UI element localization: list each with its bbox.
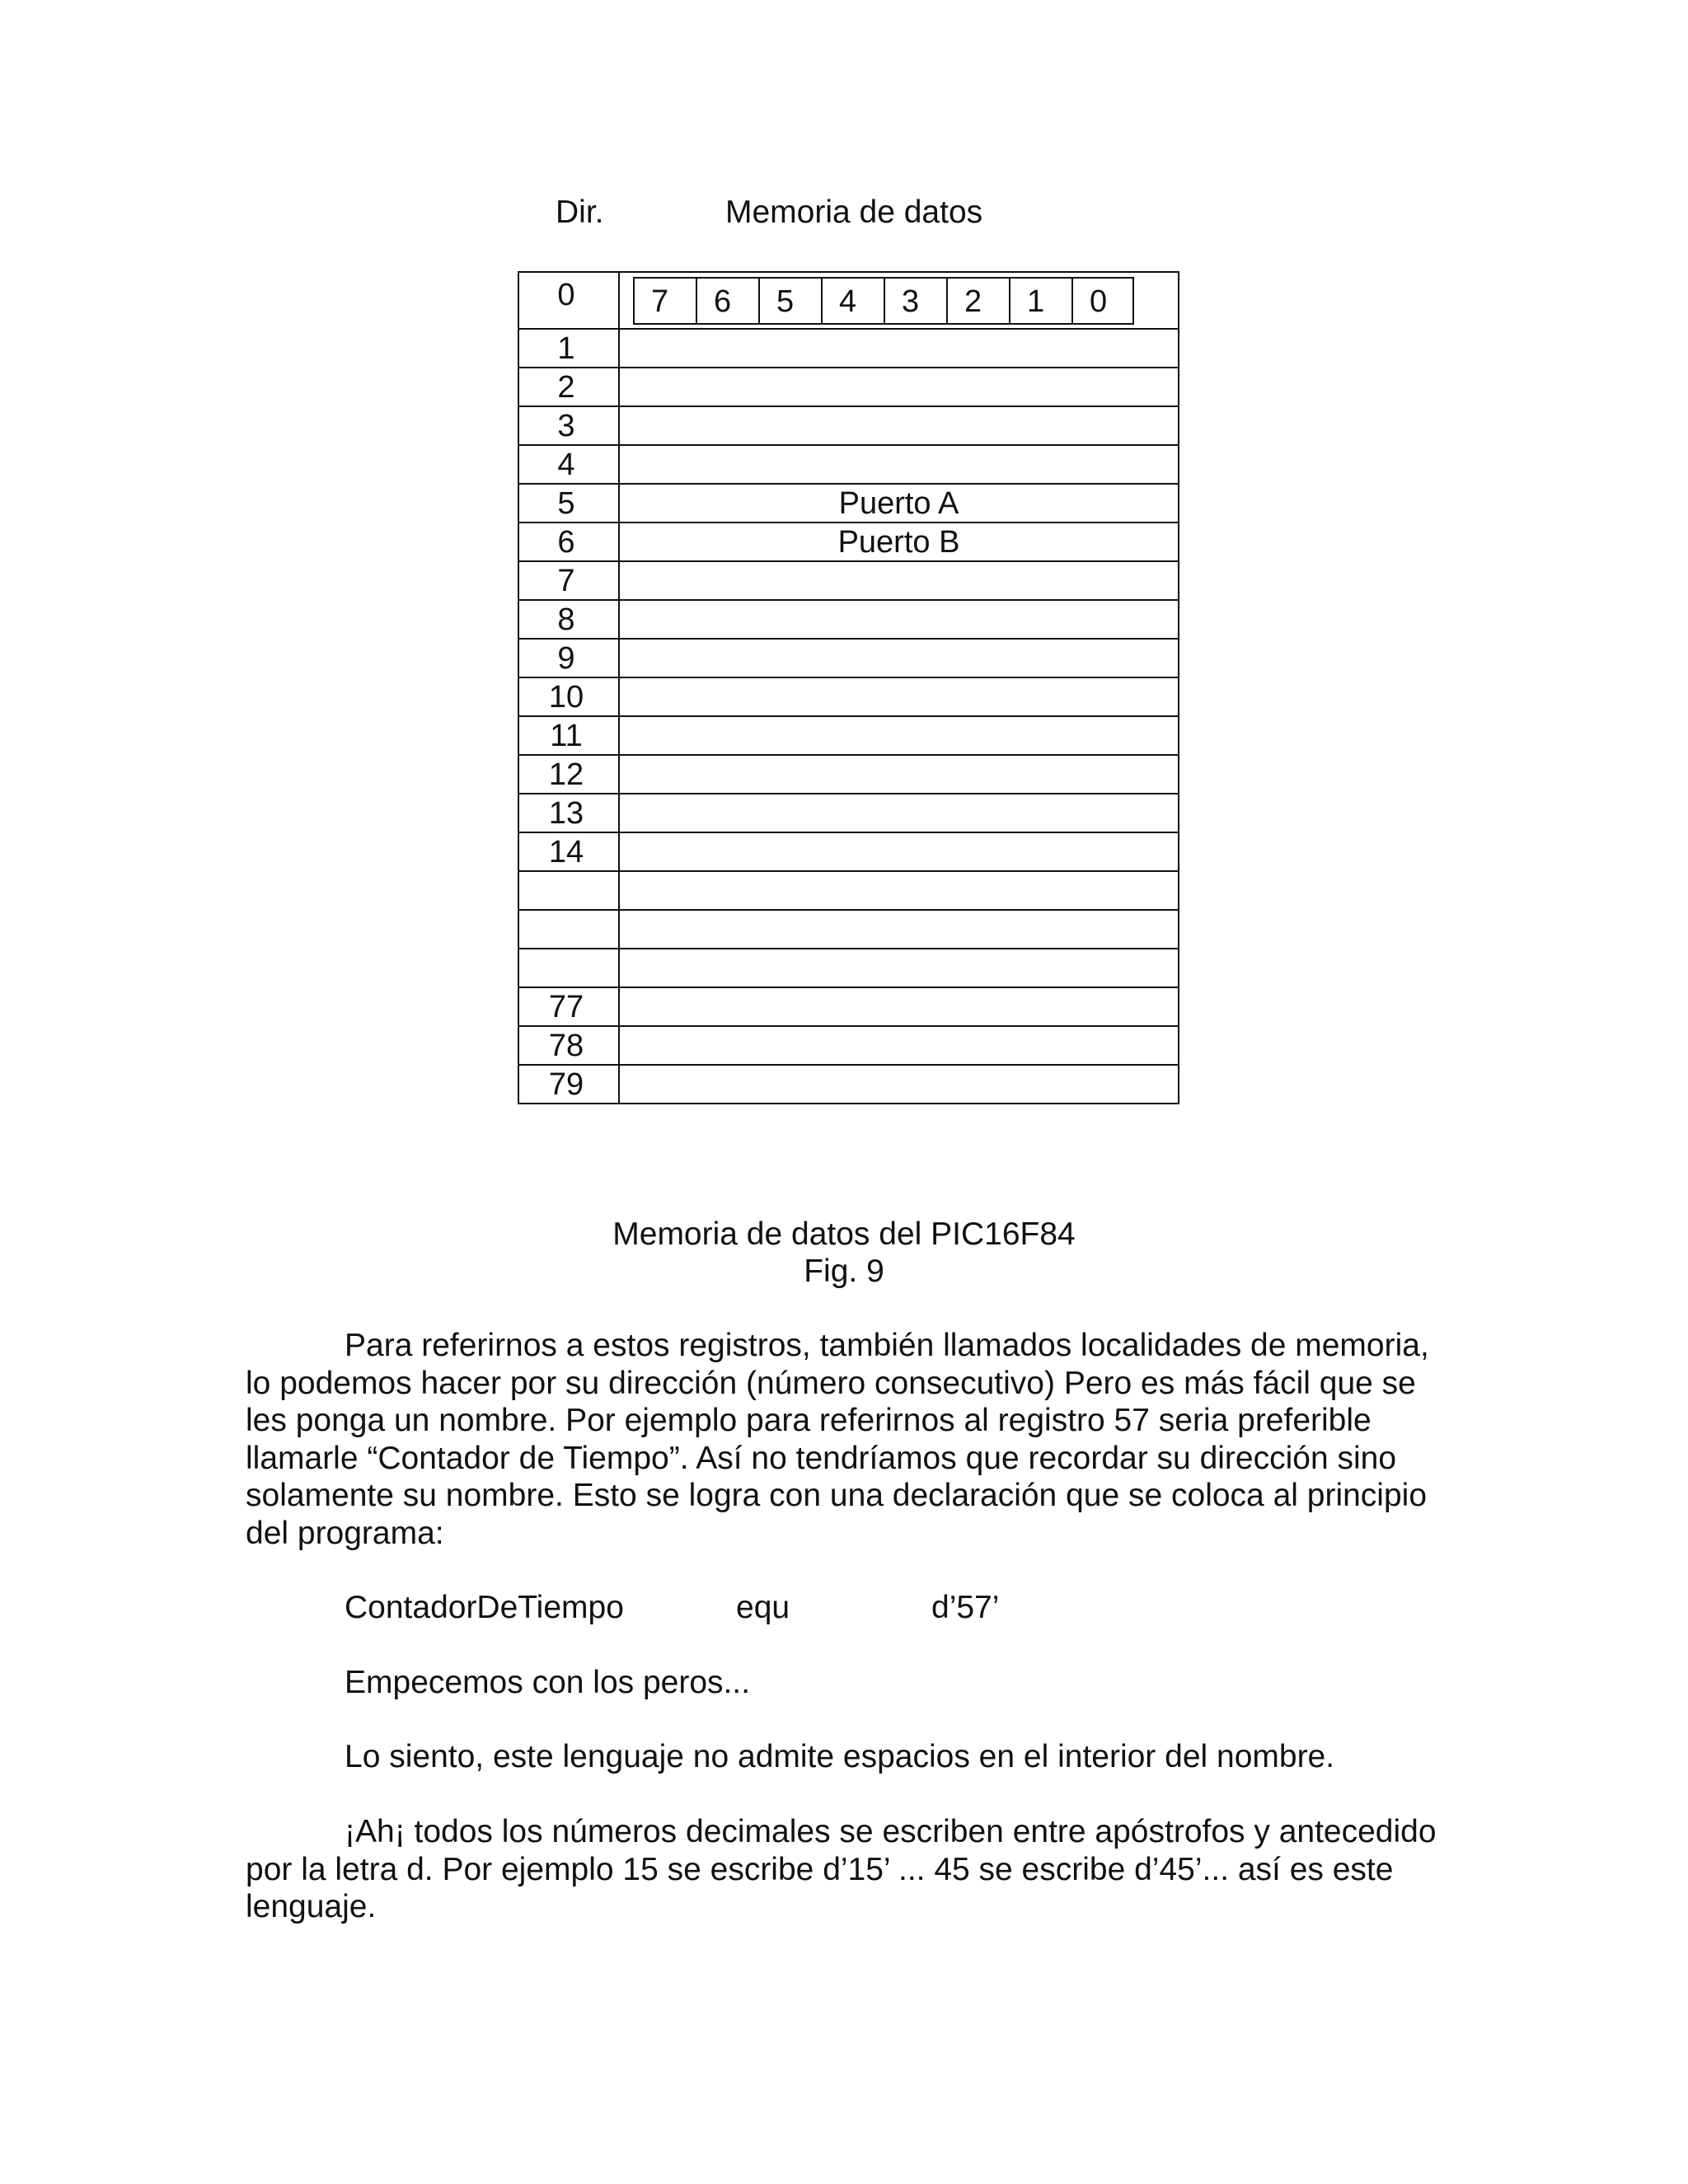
address-cell: 77 [518,987,619,1026]
code-name: ContadorDeTiempo [345,1590,624,1625]
address-cell: 12 [518,755,619,794]
register-cell [619,987,1179,1026]
table-row [518,794,1179,832]
table-row [518,949,1179,987]
address-cell: 79 [518,1065,619,1104]
address-cell: 78 [518,1026,619,1065]
code-operator: equ [736,1590,790,1625]
table-row [518,484,1179,523]
code-value: d’57’ [931,1590,1000,1625]
register-cell [619,639,1179,677]
table-row [518,871,1179,910]
register-cell: Puerto B [619,523,1179,561]
figure-caption: Memoria de datos del PIC16F84 [612,1216,1076,1252]
register-cell [619,600,1179,639]
register-cell [619,406,1179,445]
paragraph-text: Para referirnos a estos registros, también llamados localidades de memoria, lo podemos hacer por su dirección (número consecutivo) Pero es más fácil que se les ponga un nombre. Por ejemplo para referirnos al registro 57 seria preferible llamarle “Contador de Tiempo”. Así no tendríamos que recordar su dirección sino solamente su nombre. Esto se logra con una declaración que se coloca al principio del programa: [246,1328,1429,1551]
address-cell: 10 [518,677,619,716]
table-row [518,910,1179,949]
register-cell [619,677,1179,716]
register-cell [619,445,1179,484]
register-cell: Puerto A [619,484,1179,523]
table-row [518,832,1179,871]
memory-table [518,271,1179,1104]
table-row [518,600,1179,639]
figure-number: Fig. 9 [804,1254,884,1289]
table-row [518,406,1179,445]
table-row [518,1026,1179,1065]
address-cell: 5 [518,484,619,523]
register-cell [619,368,1179,406]
bit-box: 4 [821,277,884,325]
bit-header-cell [619,272,1179,329]
register-cell [619,1065,1179,1104]
address-cell [518,910,619,949]
dir-header: Dir. [556,194,604,230]
bit-boxes [633,277,1178,325]
bit-box: 0 [1071,277,1134,325]
address-cell: 9 [518,639,619,677]
paragraph-text: ¡Ah¡ todos los números decimales se escriben entre apóstrofos y antecedido por la letra d. Por ejemplo 15 se escribe d’15’ ... 45 se escribe d’45’... así es este lenguaje. [246,1814,1437,1924]
table-row [518,755,1179,794]
paragraph [246,1327,1449,1552]
register-cell [619,794,1179,832]
address-cell: 7 [518,561,619,600]
register-cell [619,716,1179,755]
register-cell [619,755,1179,794]
address-cell: 6 [518,523,619,561]
bit-box: 2 [946,277,1009,325]
address-cell: 3 [518,406,619,445]
text-line: Empecemos con los peros... [345,1665,751,1700]
text-line: Lo siento, este lenguaje no admite espacios en el interior del nombre. [345,1739,1335,1774]
register-cell [619,949,1179,987]
paragraph [246,1813,1449,1926]
table-row [518,561,1179,600]
address-cell: 14 [518,832,619,871]
table-row [518,445,1179,484]
table-row [518,639,1179,677]
address-cell: 11 [518,716,619,755]
bit-box: 1 [1009,277,1071,325]
address-cell: 2 [518,368,619,406]
table-row [518,368,1179,406]
table-row [518,523,1179,561]
address-cell [518,871,619,910]
address-cell: 1 [518,329,619,368]
register-cell [619,329,1179,368]
address-cell: 8 [518,600,619,639]
bit-box: 7 [633,277,696,325]
table-row [518,272,1179,329]
table-row [518,1065,1179,1104]
bit-box: 3 [884,277,946,325]
address-cell: 4 [518,445,619,484]
register-cell [619,1026,1179,1065]
address-cell: 13 [518,794,619,832]
address-cell: 0 [518,272,619,329]
figure-title: Memoria de datos [725,194,983,230]
bit-box: 5 [758,277,821,325]
table-row [518,677,1179,716]
bit-box: 6 [696,277,758,325]
address-cell [518,949,619,987]
table-row [518,329,1179,368]
register-cell [619,871,1179,910]
register-cell [619,832,1179,871]
table-row [518,716,1179,755]
register-cell [619,561,1179,600]
register-cell [619,910,1179,949]
table-row [518,987,1179,1026]
